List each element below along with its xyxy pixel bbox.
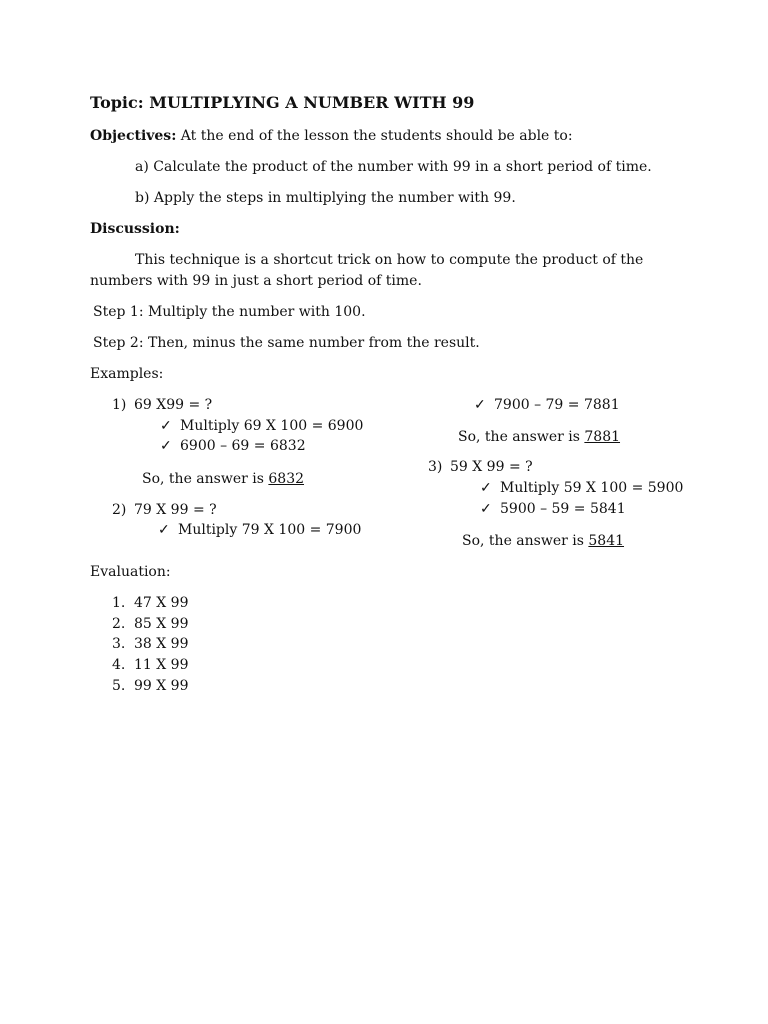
- page-title: Topic: MULTIPLYING A NUMBER WITH 99: [90, 93, 475, 112]
- discussion-label: Discussion:: [90, 221, 180, 237]
- answer-prefix: So, the answer is: [142, 471, 269, 487]
- step-1: Step 1: Multiply the number with 100.: [93, 304, 366, 320]
- example-1-step: [160, 438, 306, 454]
- step-text: Multiply 59 X 100 = 5900: [500, 480, 684, 496]
- example-2-step: [158, 522, 361, 538]
- check-icon: ✓: [158, 522, 170, 538]
- objectives-text: At the end of the lesson the students should be able to:: [176, 128, 573, 144]
- step-text: 5900 – 59 = 5841: [500, 501, 626, 517]
- item-number: 3.: [112, 636, 126, 652]
- discussion-paragraph: This technique is a shortcut trick on how to compute the product of the numbers with 99 in just a short period of time.: [90, 252, 644, 289]
- examples-label: Examples:: [90, 366, 164, 382]
- item-number: 4.: [112, 657, 126, 673]
- example-2-step: [474, 397, 620, 413]
- answer-value: 7881: [584, 429, 621, 445]
- objectives-label: Objectives:: [90, 128, 177, 144]
- problem-text: 69 X99 = ?: [134, 397, 213, 413]
- example-3-step: [480, 480, 683, 496]
- evaluation-label: Evaluation:: [90, 564, 171, 580]
- item-text: 11 X 99: [134, 657, 189, 673]
- objective-item: b) Apply the steps in multiplying the number with 99.: [135, 190, 516, 206]
- step-text: Multiply 69 X 100 = 6900: [180, 418, 364, 434]
- item-number: 1.: [112, 595, 126, 611]
- item-number: 5.: [112, 678, 126, 694]
- evaluation-item: [112, 636, 189, 652]
- step-text: Multiply 79 X 100 = 7900: [178, 522, 362, 538]
- evaluation-item: [112, 678, 189, 694]
- check-icon: ✓: [160, 438, 172, 454]
- step-2: Step 2: Then, minus the same number from the result.: [93, 335, 480, 351]
- answer-prefix: So, the answer is: [462, 533, 589, 549]
- example-2-answer: [458, 429, 620, 445]
- example-1-step: [160, 418, 363, 434]
- check-icon: ✓: [474, 397, 486, 413]
- example-number: 3): [428, 459, 443, 475]
- step-text: 7900 – 79 = 7881: [494, 397, 620, 413]
- example-2-problem: [112, 502, 217, 518]
- answer-value: 5841: [588, 533, 625, 549]
- example-3-answer: [462, 533, 624, 549]
- check-icon: ✓: [480, 501, 492, 517]
- objective-item: a) Calculate the product of the number with 99 in a short period of time.: [135, 159, 652, 175]
- example-3-step: [480, 501, 626, 517]
- example-number: 1): [112, 397, 127, 413]
- example-3-problem: [428, 459, 533, 475]
- problem-text: 59 X 99 = ?: [450, 459, 533, 475]
- answer-value: 6832: [268, 471, 305, 487]
- example-number: 2): [112, 502, 127, 518]
- item-text: 85 X 99: [134, 616, 189, 632]
- objectives-line: [90, 128, 573, 144]
- check-icon: ✓: [160, 418, 172, 434]
- step-text: 6900 – 69 = 6832: [180, 438, 306, 454]
- example-1-answer: [142, 471, 304, 487]
- problem-text: 79 X 99 = ?: [134, 502, 217, 518]
- item-text: 99 X 99: [134, 678, 189, 694]
- evaluation-item: [112, 595, 189, 611]
- evaluation-item: [112, 657, 189, 673]
- evaluation-item: [112, 616, 189, 632]
- item-number: 2.: [112, 616, 126, 632]
- item-text: 38 X 99: [134, 636, 189, 652]
- answer-prefix: So, the answer is: [458, 429, 585, 445]
- check-icon: ✓: [480, 480, 492, 496]
- item-text: 47 X 99: [134, 595, 189, 611]
- example-1-problem: [112, 397, 212, 413]
